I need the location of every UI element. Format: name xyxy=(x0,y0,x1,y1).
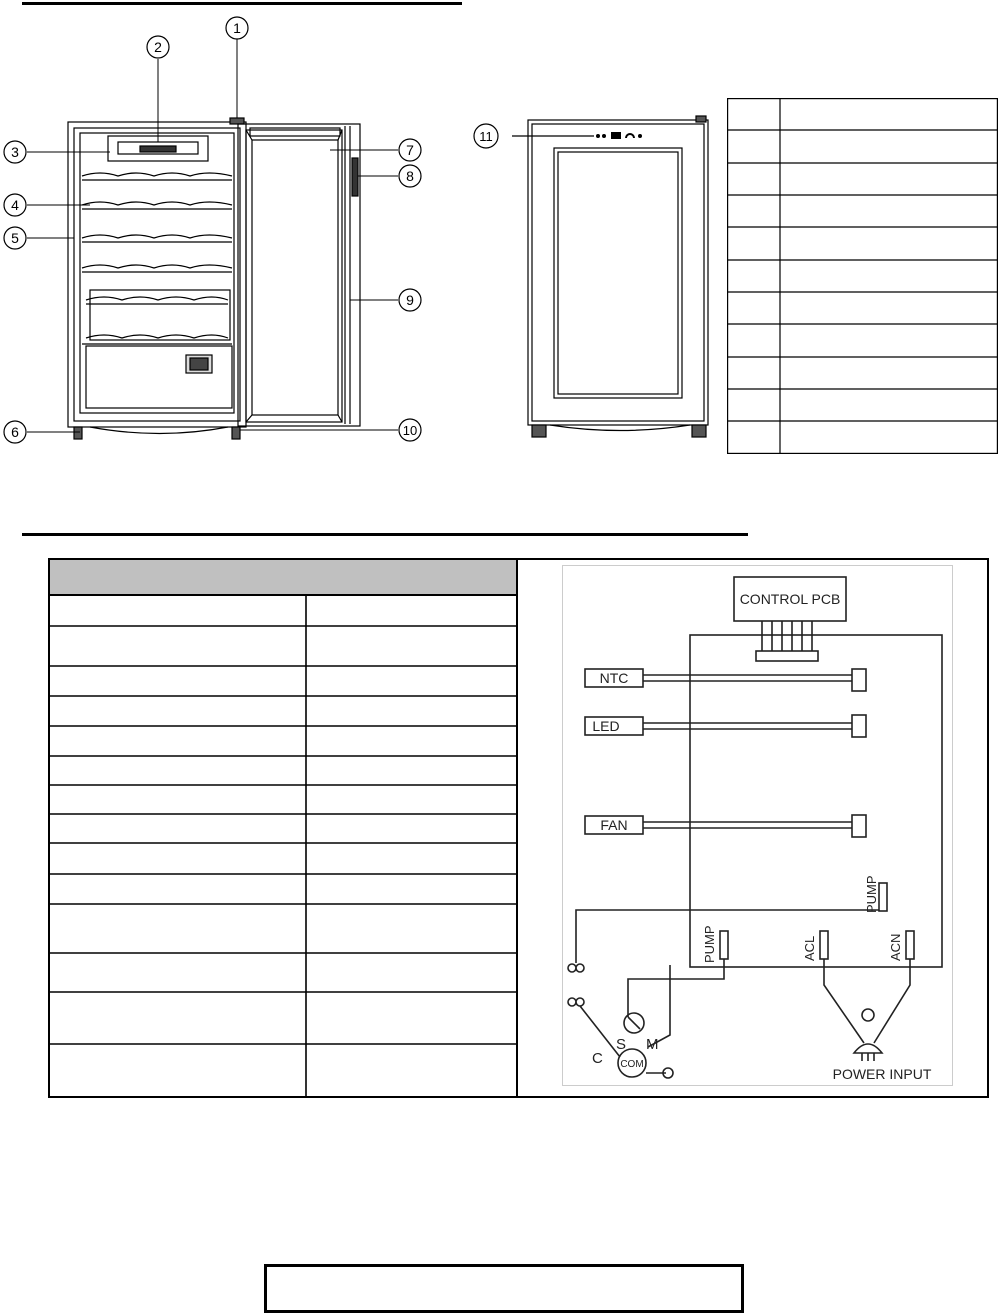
parts-table xyxy=(727,98,998,454)
wiring-acn: ACN xyxy=(888,933,903,961)
callout-3: 3 xyxy=(11,144,19,160)
wiring-acl: ACL xyxy=(802,935,817,961)
wiring-c: C xyxy=(592,1050,603,1067)
wiring-fan: FAN xyxy=(600,817,628,833)
callout-10: 10 xyxy=(402,423,418,438)
callout-8: 8 xyxy=(406,168,414,184)
section-rule-middle xyxy=(22,533,748,536)
callout-1: 1 xyxy=(233,20,241,36)
wiring-ntc: NTC xyxy=(599,670,629,686)
wiring-com: COM xyxy=(620,1059,644,1070)
wiring-s: S xyxy=(616,1036,627,1053)
wiring-m: M xyxy=(646,1036,659,1053)
wiring-power-input: POWER INPUT xyxy=(832,1066,932,1082)
wiring-pump-bottom: PUMP xyxy=(702,925,717,963)
callout-11: 11 xyxy=(479,129,493,144)
closed-view-diagram xyxy=(470,110,720,440)
wiring-pump-top: PUMP xyxy=(864,875,879,913)
callout-7: 7 xyxy=(406,142,414,158)
callout-2: 2 xyxy=(154,39,162,55)
wiring-led: LED xyxy=(592,718,620,734)
wiring-control-pcb: CONTROL PCB xyxy=(739,591,841,607)
callout-6: 6 xyxy=(11,424,19,440)
callout-4: 4 xyxy=(11,197,19,213)
callout-9: 9 xyxy=(406,292,414,308)
front-view-diagram xyxy=(0,0,470,460)
wiring-diagram xyxy=(562,565,954,1087)
callout-5: 5 xyxy=(11,230,19,246)
spec-table xyxy=(50,596,518,1096)
spec-table-header xyxy=(50,560,516,596)
footer-box xyxy=(264,1264,744,1313)
